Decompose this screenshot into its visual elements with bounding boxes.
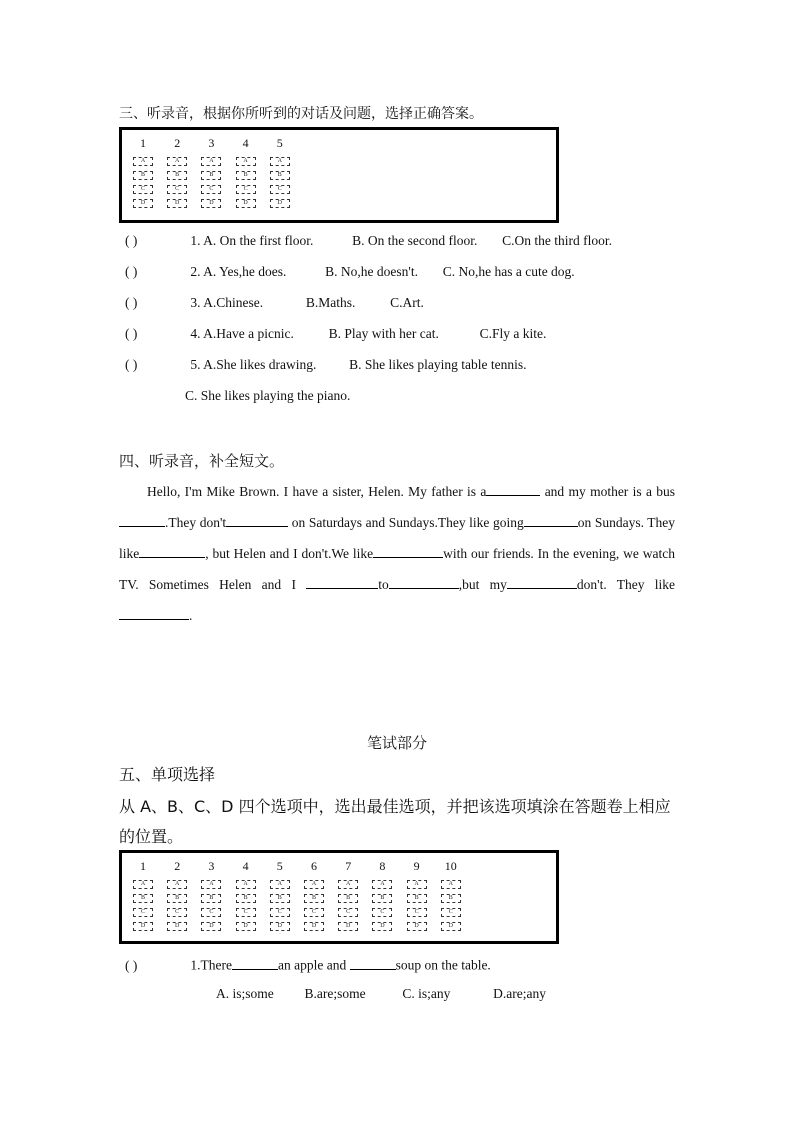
question-row — [125, 357, 526, 373]
answer-bubble-c[interactable]: C — [270, 185, 290, 194]
answer-paren[interactable]: ( ) — [125, 357, 138, 372]
passage-text: with our friends. In the evening, we watch TV. Sometimes Helen and I — [119, 546, 675, 592]
answer-bubble-c[interactable]: C — [236, 185, 256, 194]
blank-9[interactable] — [507, 575, 577, 590]
answer-column — [371, 858, 393, 936]
blank-3[interactable] — [226, 513, 288, 528]
blank-5[interactable] — [139, 544, 205, 559]
option-a: A. Yes,he does. — [203, 264, 287, 279]
answer-bubble-a[interactable]: A — [304, 880, 324, 889]
passage-text: to — [378, 577, 389, 592]
answer-bubble-b[interactable]: B — [270, 171, 290, 180]
section-5-title: 五、单项选择 — [119, 765, 216, 784]
option-b: B. Play with her cat. — [328, 326, 439, 341]
section-4-title: 四、听录音，补全短文。 — [119, 452, 285, 470]
question-text: an apple and — [277, 957, 347, 973]
answer-column — [406, 858, 428, 936]
answer-bubble-a[interactable]: A — [270, 157, 290, 166]
answer-bubble-a[interactable]: A — [133, 880, 153, 889]
option-a: A.She likes drawing. — [203, 357, 317, 372]
answer-bubble-c[interactable]: C — [407, 908, 427, 917]
question-row — [125, 264, 575, 280]
option-b: B.Maths. — [305, 295, 356, 310]
answer-bubble-a[interactable]: A — [201, 880, 221, 889]
answer-bubble-b[interactable]: B — [338, 894, 358, 903]
answer-column-number: 6 — [311, 859, 317, 873]
answer-column — [269, 135, 291, 213]
question-text: soup on the table. — [395, 957, 491, 973]
answer-bubble-b[interactable]: B — [167, 171, 187, 180]
answer-bubble-a[interactable]: A — [270, 880, 290, 889]
answer-bubble-c[interactable]: C — [167, 908, 187, 917]
answer-bubble-d[interactable]: D — [304, 922, 324, 931]
answer-bubble-a[interactable]: A — [372, 880, 392, 889]
answer-bubble-c[interactable]: C — [304, 908, 324, 917]
passage-text: and my mother is a bus — [544, 484, 676, 499]
option-a: A.Have a picnic. — [203, 326, 294, 341]
answer-column — [200, 135, 222, 213]
option-c: C.Art. — [390, 295, 424, 310]
answer-bubble-c[interactable]: C — [441, 908, 461, 917]
answer-sheet-section-5 — [119, 850, 559, 944]
passage-text: .They don't — [165, 515, 227, 530]
answer-bubble-d[interactable]: D — [236, 922, 256, 931]
blank-7[interactable] — [306, 575, 378, 590]
passage-text: . — [189, 608, 193, 623]
answer-bubble-c[interactable]: C — [270, 908, 290, 917]
passage-text: Hello, I'm Mike Brown. I have a sister, Helen. My father is a — [147, 484, 487, 499]
answer-column — [132, 135, 154, 213]
answer-bubble-a[interactable]: A — [167, 157, 187, 166]
passage-text: on Sundays. They like — [119, 515, 676, 561]
answer-bubble-d[interactable]: D — [338, 922, 358, 931]
option-c: C.Fly a kite. — [479, 326, 547, 341]
answer-bubble-d[interactable]: D — [133, 199, 153, 208]
option-c: C. She likes playing the piano. — [185, 388, 351, 403]
answer-bubble-d[interactable]: D — [167, 199, 187, 208]
answer-bubble-c[interactable]: C — [167, 185, 187, 194]
answer-column-number: 3 — [208, 136, 215, 150]
answer-sheet-section-3 — [119, 127, 559, 223]
answer-bubble-b[interactable]: B — [372, 894, 392, 903]
question-row — [125, 295, 424, 311]
answer-column-number: 7 — [345, 859, 352, 873]
option-c: C. No,he has a cute dog. — [442, 264, 575, 279]
question-number: 2. — [190, 264, 201, 279]
cloze-passage — [119, 476, 675, 631]
answer-bubble-b[interactable]: B — [236, 171, 256, 180]
question-text: There — [200, 957, 232, 973]
question-number: 5. — [190, 357, 201, 372]
answer-column-number: 1 — [140, 859, 146, 873]
question-row — [125, 233, 612, 249]
option-a: A. is;some — [216, 986, 274, 1001]
answer-paren[interactable]: ( ) — [125, 326, 138, 341]
answer-bubble-b[interactable]: B — [441, 894, 461, 903]
answer-bubble-b[interactable]: B — [167, 894, 187, 903]
answer-bubble-d[interactable]: D — [167, 922, 187, 931]
answer-bubble-d[interactable]: D — [441, 922, 461, 931]
answer-bubble-d[interactable]: D — [236, 199, 256, 208]
answer-column-number: 10 — [444, 859, 457, 873]
answer-paren[interactable]: ( ) — [125, 295, 138, 310]
option-a: A. On the first floor. — [203, 233, 314, 248]
option-c: C. is;any — [402, 986, 451, 1001]
answer-column — [200, 858, 222, 936]
answer-bubble-c[interactable]: C — [236, 908, 256, 917]
option-b: B.are;some — [304, 986, 366, 1001]
question-number: 1. — [190, 233, 201, 248]
answer-bubble-a[interactable]: A — [201, 157, 221, 166]
question-number: 4. — [190, 326, 201, 341]
answer-column — [269, 858, 291, 936]
answer-bubble-d[interactable]: D — [407, 922, 427, 931]
answer-column-number: 2 — [174, 859, 181, 873]
question-row — [125, 326, 546, 342]
question-number: 1. — [190, 957, 201, 973]
answer-column-number: 4 — [242, 859, 249, 873]
answer-paren[interactable]: ( ) — [125, 233, 138, 248]
answer-column-number: 8 — [379, 859, 386, 873]
answer-column — [132, 858, 154, 936]
answer-column-number: 5 — [276, 859, 283, 873]
answer-column-number: 3 — [208, 859, 215, 873]
answer-column — [235, 135, 257, 213]
answer-column — [166, 858, 188, 936]
answer-column-number: 4 — [242, 136, 249, 150]
blank-6[interactable] — [373, 544, 443, 559]
blank-1[interactable] — [486, 482, 540, 497]
option-d: D.are;any — [493, 986, 546, 1001]
answer-bubble-c[interactable]: C — [133, 908, 153, 917]
blank-8[interactable] — [389, 575, 459, 590]
answer-bubble-d[interactable]: D — [372, 922, 392, 931]
passage-text: , but Helen and I don't.We like — [205, 546, 374, 561]
answer-paren[interactable]: ( ) — [125, 957, 138, 973]
option-c: C.On the third floor. — [502, 233, 612, 248]
answer-bubble-a[interactable]: A — [236, 157, 256, 166]
passage-text: on Saturdays and Sundays.They like going — [291, 515, 524, 530]
answer-column-number: 1 — [140, 136, 146, 150]
answer-bubble-c[interactable]: C — [201, 908, 221, 917]
answer-bubble-c[interactable]: C — [372, 908, 392, 917]
answer-column-number: 5 — [276, 136, 283, 150]
written-part-title: 笔试部分 — [366, 734, 427, 752]
option-b: B. On the second floor. — [352, 233, 478, 248]
answer-bubble-a[interactable]: A — [407, 880, 427, 889]
answer-column-number: 9 — [413, 859, 420, 873]
answer-bubble-c[interactable]: C — [201, 185, 221, 194]
blank-4[interactable] — [524, 513, 578, 528]
answer-bubble-d[interactable]: D — [270, 199, 290, 208]
answer-bubble-a[interactable]: A — [338, 880, 358, 889]
answer-column-number: 2 — [174, 136, 181, 150]
blank-1[interactable] — [232, 955, 278, 970]
question-row — [125, 955, 491, 974]
options-row — [216, 986, 546, 1002]
answer-bubble-d[interactable]: D — [270, 922, 290, 931]
answer-column — [235, 858, 257, 936]
passage-text: don't. They like — [576, 577, 675, 592]
option-b: B. No,he doesn't. — [325, 264, 418, 279]
answer-bubble-c[interactable]: C — [338, 908, 358, 917]
answer-bubble-c[interactable]: C — [133, 185, 153, 194]
answer-column — [440, 858, 462, 936]
question-number: 3. — [190, 295, 201, 310]
answer-bubble-a[interactable]: A — [167, 880, 187, 889]
blank-2[interactable] — [350, 955, 396, 970]
answer-bubble-b[interactable]: B — [304, 894, 324, 903]
section-5-instruction: 从 A、B、C、D 四个选项中，选出最佳选项，并把该选项填涂在答题卷上相应的位置。 — [119, 797, 671, 846]
answer-bubble-a[interactable]: A — [441, 880, 461, 889]
blank-10[interactable] — [119, 606, 189, 621]
passage-text: ,but my — [458, 577, 507, 592]
answer-column — [166, 135, 188, 213]
answer-paren[interactable]: ( ) — [125, 264, 138, 279]
answer-bubble-d[interactable]: D — [133, 922, 153, 931]
answer-bubble-b[interactable]: B — [133, 171, 153, 180]
answer-column — [303, 858, 325, 936]
answer-bubble-b[interactable]: B — [201, 894, 221, 903]
answer-bubble-b[interactable]: B — [407, 894, 427, 903]
section-3-title: 三、听录音，根据你所听到的对话及问题，选择正确答案。 — [119, 106, 483, 122]
blank-2[interactable] — [119, 513, 165, 528]
option-c-line — [185, 388, 350, 404]
answer-bubble-b[interactable]: B — [201, 171, 221, 180]
answer-bubble-b[interactable]: B — [133, 894, 153, 903]
answer-bubble-b[interactable]: B — [236, 894, 256, 903]
answer-bubble-a[interactable]: A — [133, 157, 153, 166]
answer-column — [337, 858, 359, 936]
answer-bubble-d[interactable]: D — [201, 199, 221, 208]
answer-bubble-a[interactable]: A — [236, 880, 256, 889]
option-b: B. She likes playing table tennis. — [349, 357, 527, 372]
answer-bubble-d[interactable]: D — [201, 922, 221, 931]
answer-bubble-b[interactable]: B — [270, 894, 290, 903]
option-a: A.Chinese. — [203, 295, 264, 310]
